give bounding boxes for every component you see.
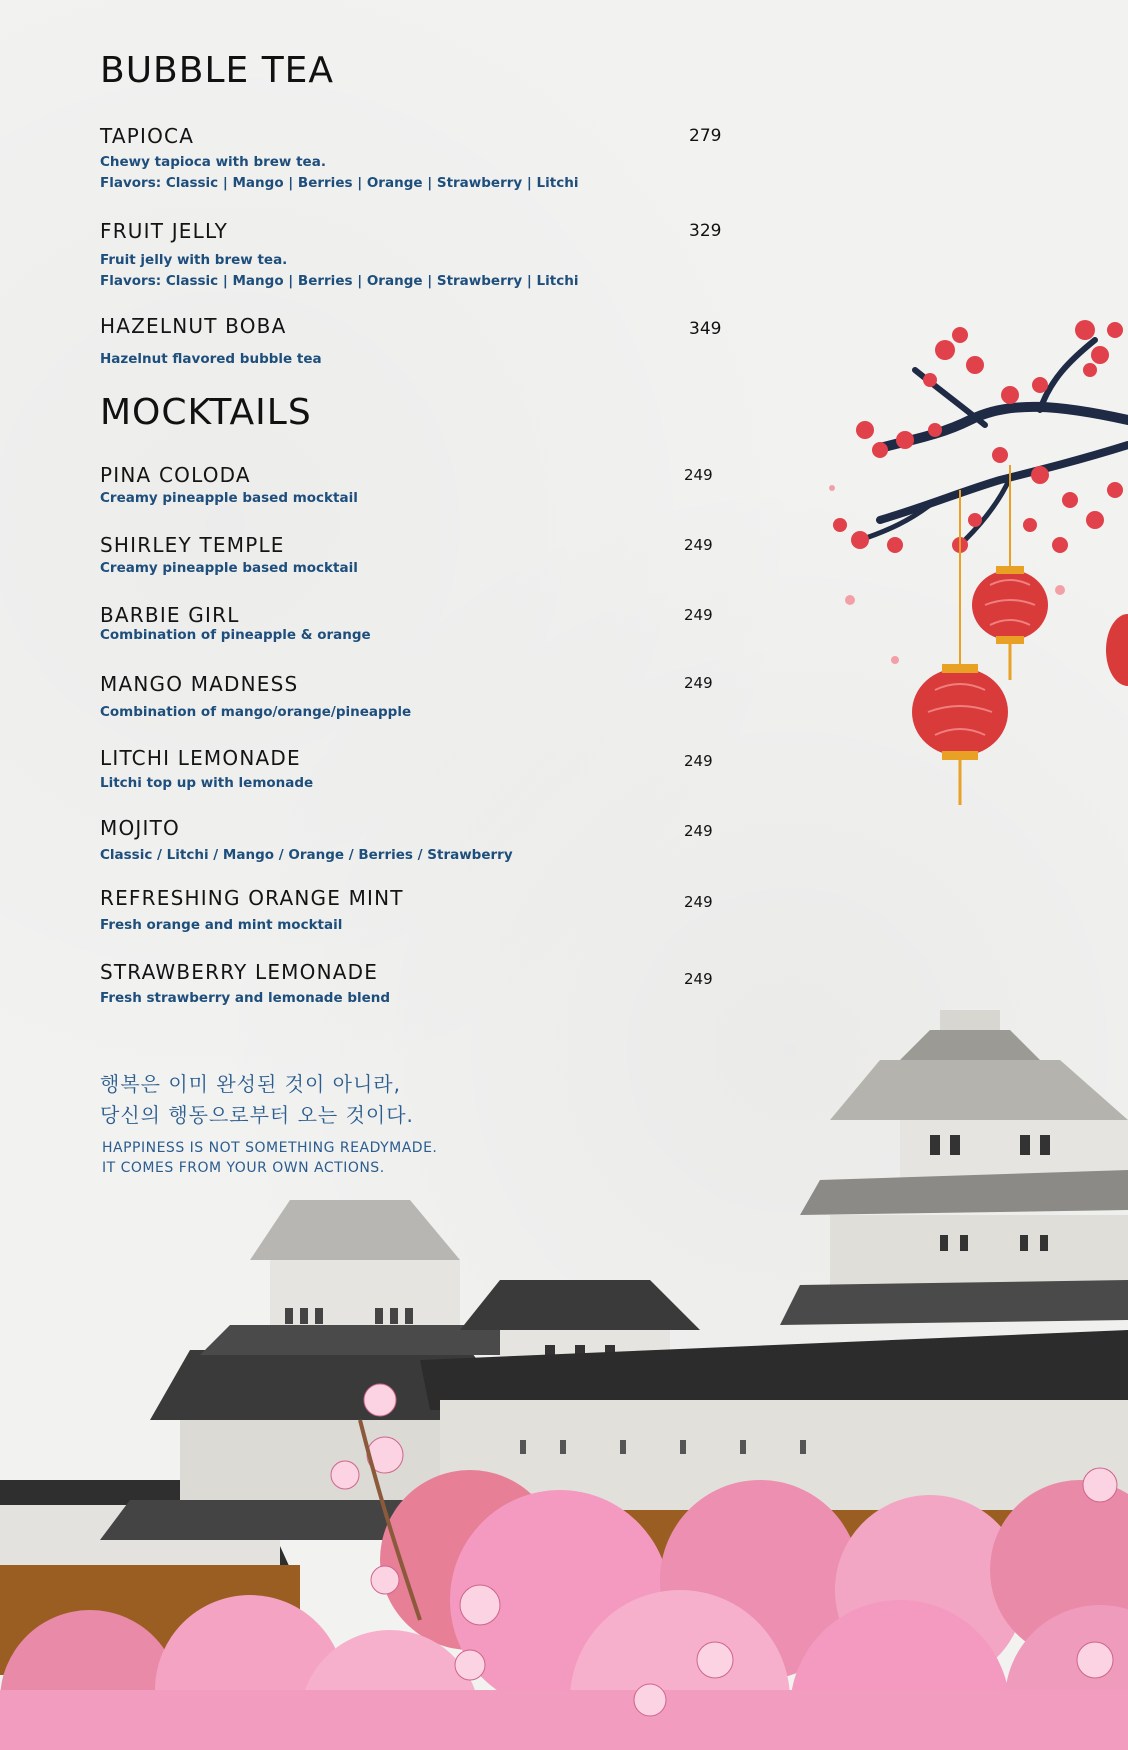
item-price: 329	[689, 221, 722, 241]
item-name: TAPIOCA	[100, 124, 195, 148]
item-name: STRAWBERRY LEMONADE	[100, 960, 379, 984]
english-quote	[102, 1138, 437, 1178]
item-description: Litchi top up with lemonade	[100, 775, 314, 791]
item-price: 249	[684, 536, 713, 554]
item-description: Combination of pineapple & orange	[100, 627, 371, 643]
item-name: MOJITO	[100, 816, 180, 840]
paper-lantern-icon	[912, 490, 1008, 805]
english-quote-line: IT COMES FROM YOUR OWN ACTIONS.	[102, 1160, 385, 1176]
item-description: Fresh strawberry and lemonade blend	[100, 990, 391, 1006]
item-price: 349	[689, 319, 722, 339]
korean-quote-line: 행복은 이미 완성된 것이 아니라,	[100, 1072, 401, 1096]
item-price: 249	[684, 970, 713, 988]
item-description: Fresh orange and mint mocktail	[100, 917, 343, 933]
item-name: MANGO MADNESS	[100, 672, 299, 696]
item-price: 249	[684, 822, 713, 840]
item-flavors: Flavors: Classic | Mango | Berries | Orange | Strawberry | Litchi	[100, 273, 579, 289]
item-name: PINA COLODA	[100, 463, 251, 487]
english-quote-line: HAPPINESS IS NOT SOMETHING READYMADE.	[102, 1140, 438, 1156]
item-price: 249	[684, 893, 713, 911]
item-price: 249	[684, 466, 713, 484]
item-description: Combination of mango/orange/pineapple	[100, 704, 412, 720]
korean-quote-line: 당신의 행동으로부터 오는 것이다.	[100, 1103, 414, 1127]
item-name: BARBIE GIRL	[100, 603, 240, 627]
item-description: Creamy pineapple based mocktail	[100, 560, 358, 576]
item-price: 249	[684, 606, 713, 624]
section-title-mocktails: MOCKTAILS	[100, 392, 312, 433]
paper-lantern-icon	[1106, 614, 1128, 686]
item-description: Creamy pineapple based mocktail	[100, 490, 358, 506]
paper-lantern-icon	[972, 465, 1048, 680]
section-title-bubble-tea: BUBBLE TEA	[100, 50, 335, 91]
item-name: SHIRLEY TEMPLE	[100, 533, 285, 557]
item-name: FRUIT JELLY	[100, 219, 229, 243]
item-description: Fruit jelly with brew tea.	[100, 252, 288, 268]
item-price: 279	[689, 126, 722, 146]
item-flavors: Flavors: Classic | Mango | Berries | Orange | Strawberry | Litchi	[100, 175, 579, 191]
korean-quote	[100, 1069, 414, 1131]
item-price: 249	[684, 752, 713, 770]
item-name: REFRESHING ORANGE MINT	[100, 886, 404, 910]
item-description: Chewy tapioca with brew tea.	[100, 154, 326, 170]
item-description: Classic / Litchi / Mango / Orange / Berries / Strawberry	[100, 847, 513, 863]
item-description: Hazelnut flavored bubble tea	[100, 351, 322, 367]
item-name: LITCHI LEMONADE	[100, 746, 301, 770]
item-name: HAZELNUT BOBA	[100, 314, 287, 338]
item-price: 249	[684, 674, 713, 692]
